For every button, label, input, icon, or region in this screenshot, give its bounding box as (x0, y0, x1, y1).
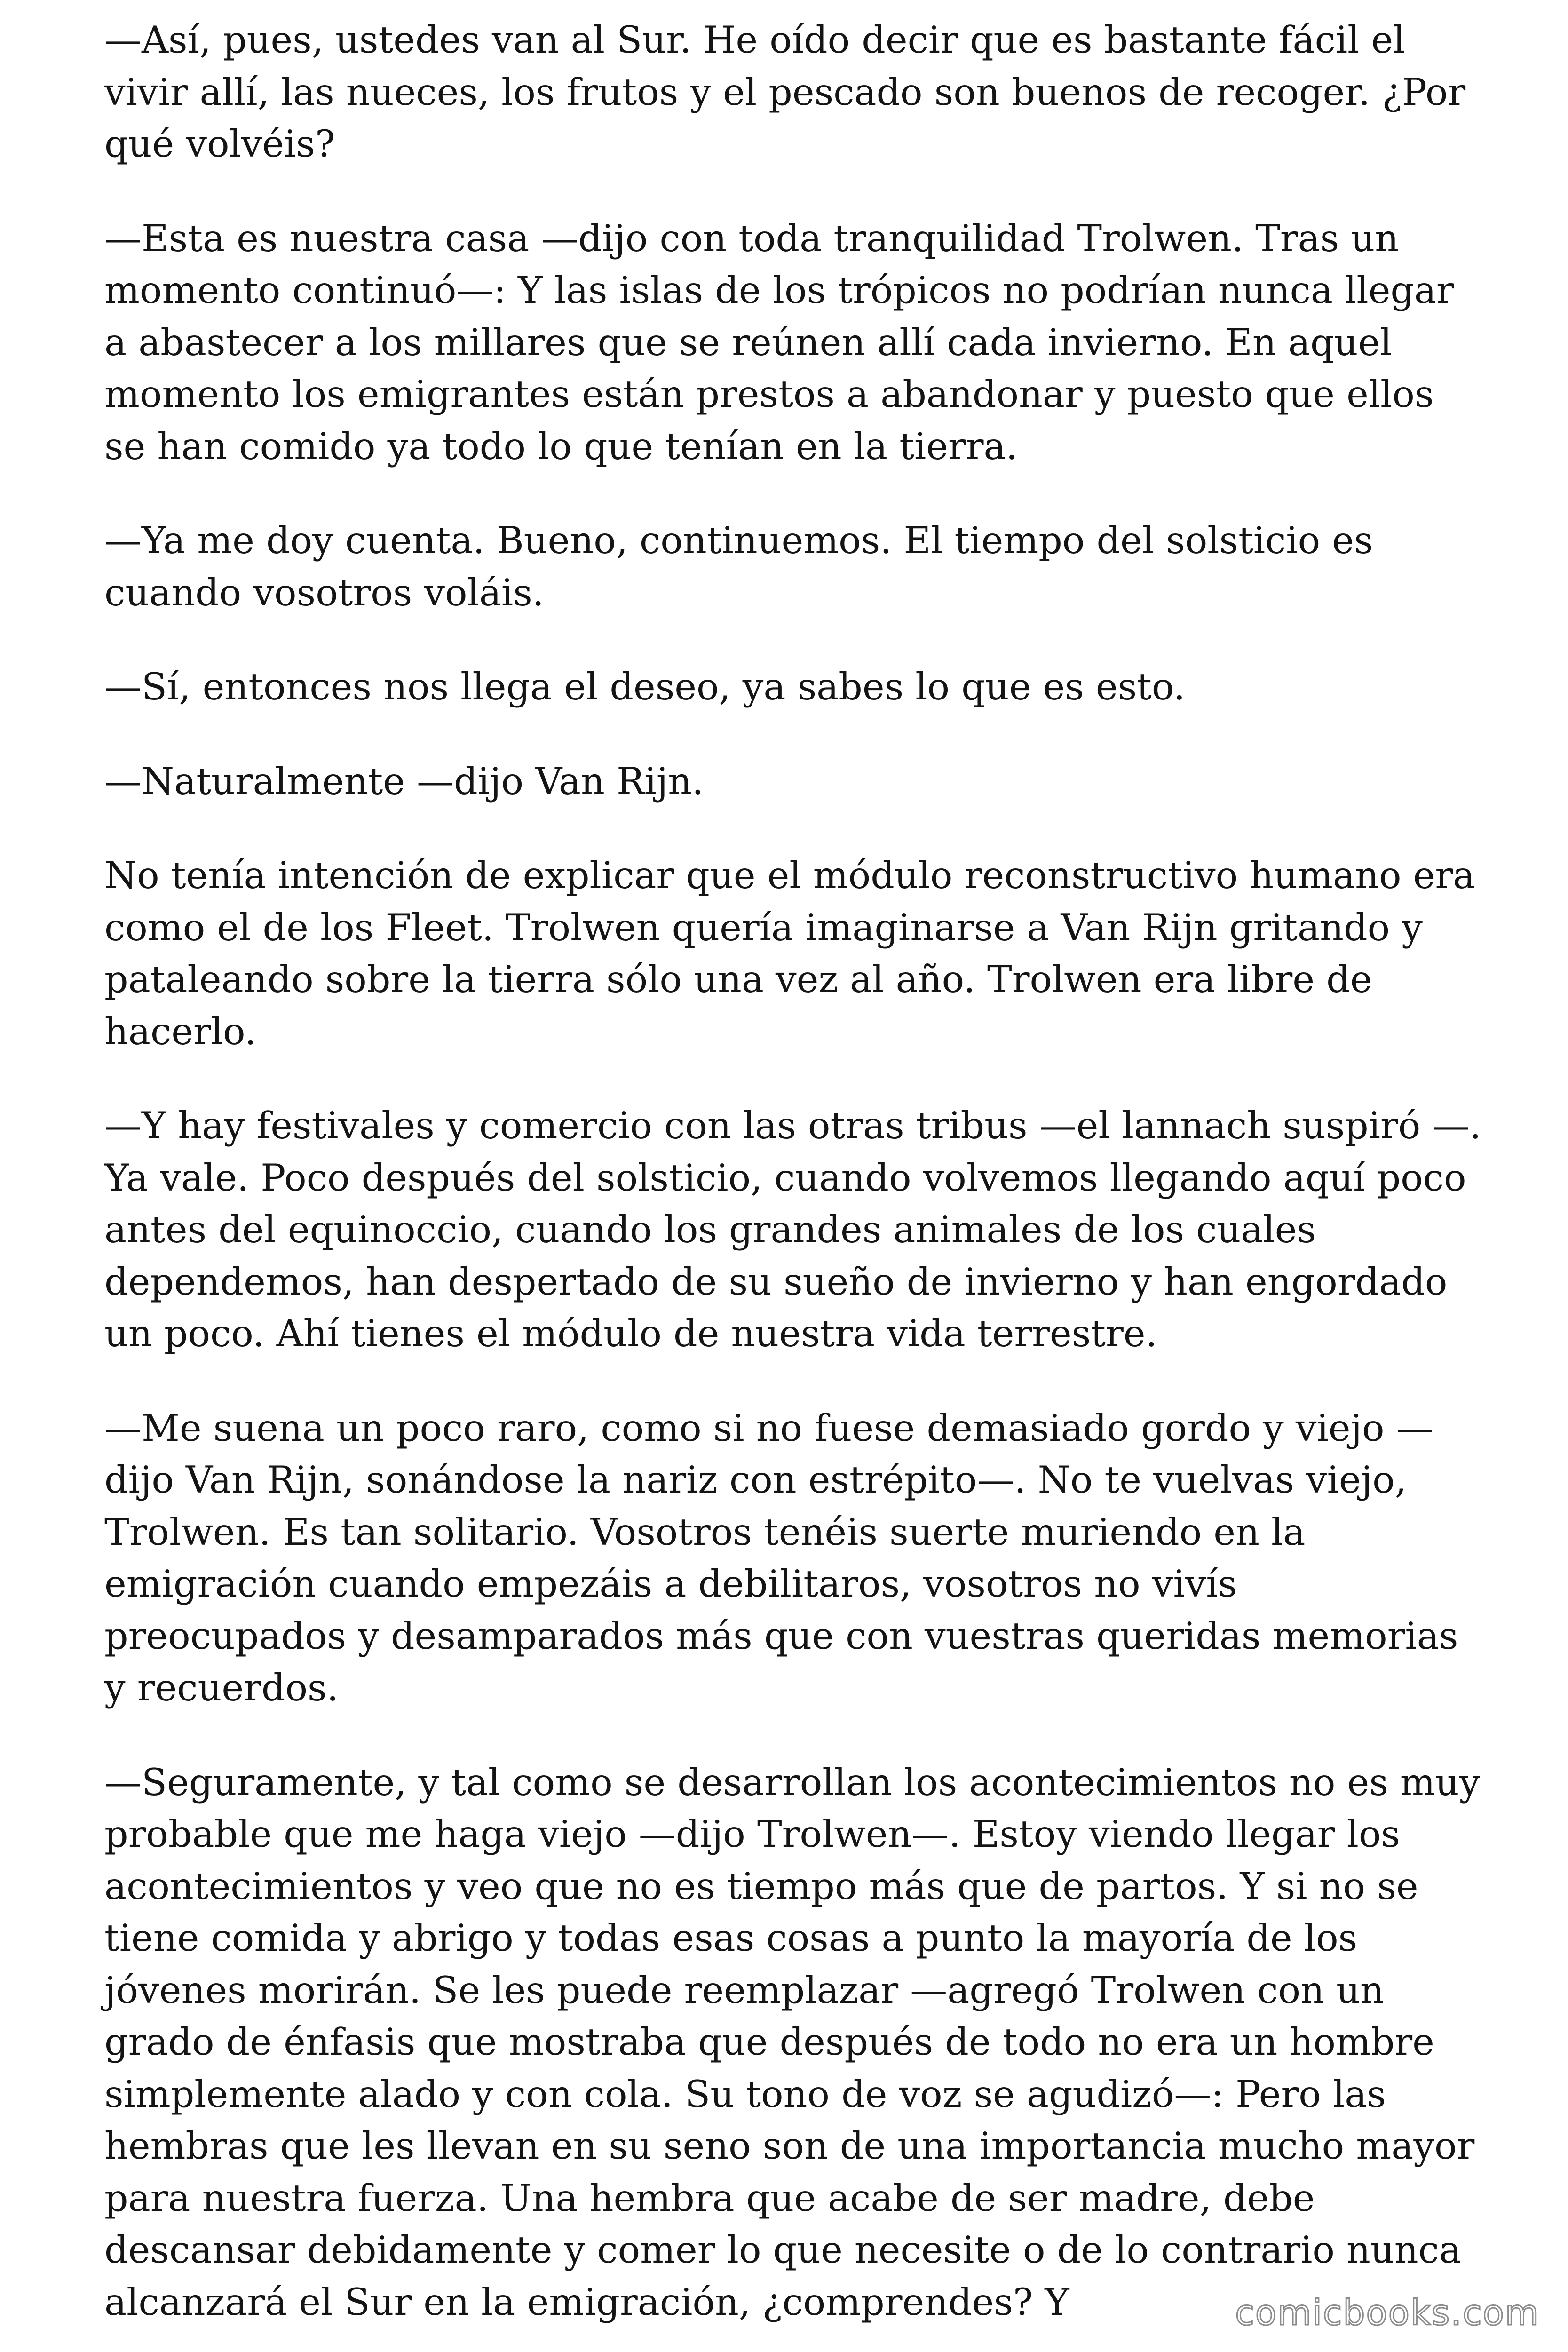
paragraph: —Y hay festivales y comercio con las otras tribus —el lannach suspiró —. Ya vale. Poco después del solsticio, cuando volvemos llegando aquí poco antes del equinoccio, cuando los grandes animales de los cuales dependemos, han despertado de su sueño de invierno y han engordado un poco. Ahí tienes el módulo de nuestra vida terrestre. (104, 1104, 1481, 1355)
paragraph: —Esta es nuestra casa —dijo con toda tranquilidad Trolwen. Tras un momento continuó—: Y las islas de los trópicos no podrían nunca llegar a abastecer a los millares que se reúnen allí cada invierno. En aquel momento los emigrantes están prestos a abandonar y puesto que ellos se han comido ya todo lo que tenían en la tierra. (104, 216, 1454, 468)
page-body (104, 14, 1482, 2352)
paragraph: —Sí, entonces nos llega el deseo, ya sabes lo que es esto. (104, 665, 1186, 708)
watermark: comicbooks.com (1235, 2293, 1540, 2333)
paragraph: —Seguramente, y tal como se desarrollan los acontecimientos no es muy probable que me haga viejo —dijo Trolwen—. Estoy viendo llegar los acontecimientos y veo que no es tiempo más que de partos. Y si no se tiene comida y abrigo y todas esas cosas a punto la mayoría de los jóvenes morirán. Se les puede reemplazar —agregó Trolwen con un grado de énfasis que mostraba que después de todo no era un hombre simplemente alado y con cola. Su tono de voz se agudizó—: Pero las hembras que les llevan en su seno son de una importancia mucho mayor para nuestra fuerza. Una hembra que acabe de ser madre, debe descansar debidamente y comer lo que necesite o de lo contrario nunca alcanzará el Sur en la emigración, ¿comprendes? Y (104, 1760, 1481, 2324)
paragraph: —Naturalmente —dijo Van Rijn. (104, 759, 704, 803)
paragraph: —Ya me doy cuenta. Bueno, continuemos. El tiempo del solsticio es cuando vosotros voláis. (104, 519, 1373, 614)
paragraph: —Me suena un poco raro, como si no fuese demasiado gordo y viejo —dijo Van Rijn, sonándose la nariz con estrépito—. No te vuelvas viejo, Trolwen. Es tan solitario. Vosotros tenéis suerte muriendo en la emigración cuando empezáis a debilitaros, vosotros no vivís preocupados y desamparados más que con vuestras queridas memorias y recuerdos. (104, 1406, 1458, 1709)
paragraph: —Así, pues, ustedes van al Sur. He oído decir que es bastante fácil el vivir allí, las nueces, los frutos y el pescado son buenos de recoger. ¿Por qué volvéis? (104, 18, 1466, 166)
paragraph: No tenía intención de explicar que el módulo reconstructivo humano era como el de los Fleet. Trolwen quería imaginarse a Van Rijn gritando y pataleando sobre la tierra sólo una vez al año. Trolwen era libre de hacerlo. (104, 854, 1475, 1053)
